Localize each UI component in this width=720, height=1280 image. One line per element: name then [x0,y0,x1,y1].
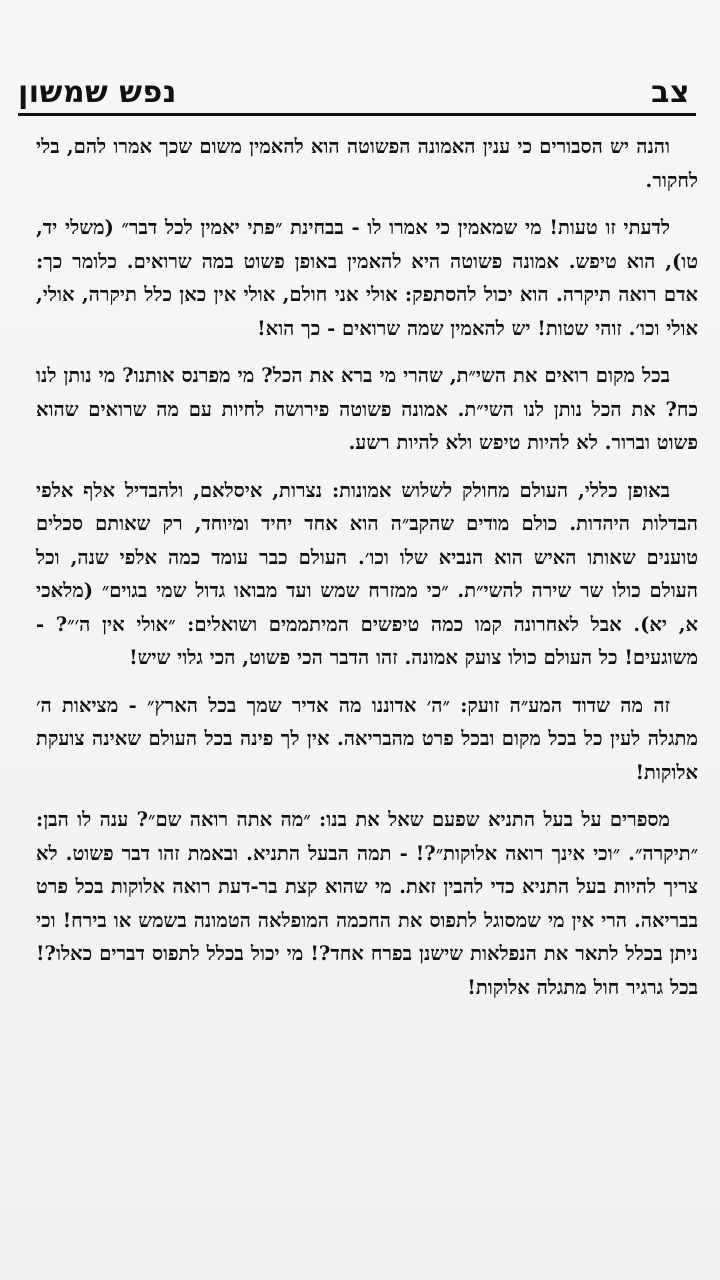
paragraph: לדעתי זו טעות! מי שמאמין כי אמרו לו - בבחינת ״פתי יאמין לכל דבר״ (משלי יד, טו), הוא טיפש. אמונה פשוטה היא להאמין באופן פשוט במה שרואים. כלומר כך: אדם רואה תיקרה. הוא יכול להסתפק: אולי אני חולם, אולי אין כאן כלל תיקרה, אולי, אולי וכו׳. זוהי שטות! יש להאמין שמה שרואים - כך הוא! [36,216,698,340]
page-number: צב [651,75,690,110]
paragraph: והנה יש הסבורים כי ענין האמונה הפשוטה הוא להאמין משום שכך אמרו להם, בלי לחקור. [36,135,698,192]
paragraph: באופן כללי, העולם מחולק לשלוש אמונות: נצרות, איסלאם, ולהבדיל אלף אלפי הבדלות היהדות. כולם מודים שהקב״ה הוא אחד יחיד ומיוחד, רק שאותם סכלים טוענים שאותו האיש הוא הנביא שלו וכו׳. העולם כבר עומד כמה אלפי שנה, וכל העולם כולו שר שירה להשי״ת. ״כי ממזרח שמש ועד מבואו גדול שמי בגוים״ (מלאכי א, יא). אבל לאחרונה קמו כמה טיפשים המיתממים ושואלים: ״אולי אין ה׳״? - משוגעים! כל העולם כולו צועק אמונה. זהו הדבר הכי פשוט, הכי גלוי שיש! [36,478,698,669]
page-body [36,130,698,1004]
page-header [18,56,690,108]
header-rule [18,113,696,116]
paragraph: זה מה שדוד המע״ה זועק: ״ה׳ אדוננו מה אדיר שמך בכל הארץ״ - מציאות ה׳ מתגלה לעין כל בכל מקום ובכל פרט מהבריאה. אין לך פינה בכל העולם שאינה צועקת אלוקות! [36,693,698,784]
paragraph: בכל מקום רואים את השי״ת, שהרי מי ברא את הכל? מי מפרנס אותנו? מי נותן לנו כח? את הכל נותן לנו השי״ת. אמונה פשוטה פירושה לחיות עם מה שרואים שהוא פשוט וברור. לא להיות טיפש ולא להיות רשע. [36,364,698,454]
running-title: נפש שמשון [18,75,177,110]
paragraph: מספרים על בעל התניא שפעם שאל את בנו: ״מה אתה רואה שם״? ענה לו הבן: ״תיקרה״. ״וכי אינך רואה אלוקות״?! - תמה הבעל התניא. ובאמת זהו דבר פשוט. לא צריך להיות בעל התניא כדי להבין זאת. מי שהוא קצת בר-דעת רואה אלוקות בכל פרט בבריאה. הרי אין מי שמסוגל לתפוס את החכמה המופלאה הטמונה בשמש או בירח! וכי ניתן בכלל לתאר את הנפלאות שישנן בפרח אחד?! מי יכול בכלל לתפוס דברים כאלו?! בכל גרגיר חול מתגלה אלוקות! [36,808,698,999]
